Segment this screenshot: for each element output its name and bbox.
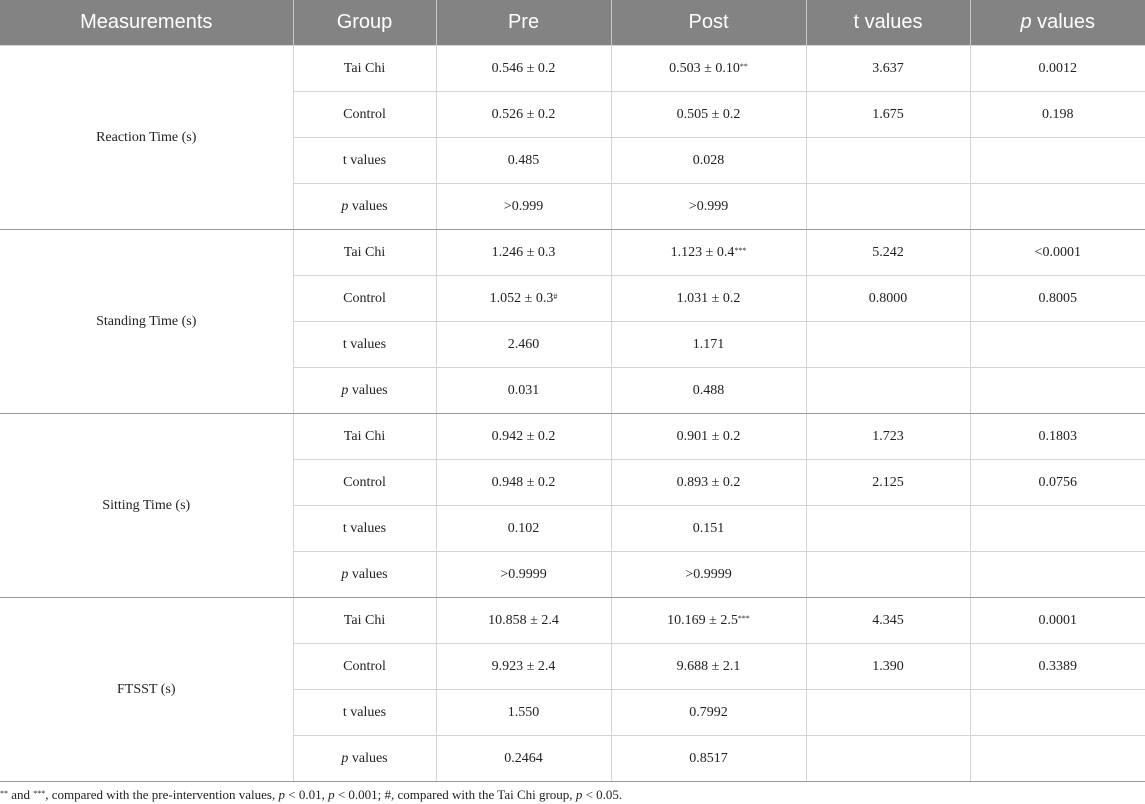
t-value-cell bbox=[806, 736, 970, 782]
group-cell: Tai Chi bbox=[293, 230, 436, 276]
post-cell: 0.893 ± 0.2 bbox=[611, 460, 806, 506]
t-value-cell: 1.723 bbox=[806, 414, 970, 460]
pre-cell: 1.550 bbox=[436, 690, 611, 736]
header-post: Post bbox=[611, 0, 806, 46]
p-value-cell: 0.198 bbox=[970, 92, 1145, 138]
pre-cell: 1.052 ± 0.3# bbox=[436, 276, 611, 322]
group-cell: p values bbox=[293, 736, 436, 782]
pre-cell: 0.485 bbox=[436, 138, 611, 184]
pre-cell: 0.948 ± 0.2 bbox=[436, 460, 611, 506]
t-value-cell: 2.125 bbox=[806, 460, 970, 506]
group-cell: t values bbox=[293, 506, 436, 552]
t-value-cell: 4.345 bbox=[806, 598, 970, 644]
pre-cell: 0.031 bbox=[436, 368, 611, 414]
t-value-cell: 5.242 bbox=[806, 230, 970, 276]
t-value-cell bbox=[806, 690, 970, 736]
group-cell: Tai Chi bbox=[293, 46, 436, 92]
p-value-cell bbox=[970, 322, 1145, 368]
table-row bbox=[0, 598, 1145, 644]
pre-cell: >0.9999 bbox=[436, 552, 611, 598]
group-cell: t values bbox=[293, 322, 436, 368]
table-footnote: ** and ***, compared with the pre-intervention values, p < 0.01, p < 0.001; #, compared with the Tai Chi group, p < 0.05. bbox=[0, 787, 623, 802]
header-group: Group bbox=[293, 0, 436, 46]
group-cell: p values bbox=[293, 184, 436, 230]
post-cell: 0.488 bbox=[611, 368, 806, 414]
p-value-cell bbox=[970, 690, 1145, 736]
p-value-cell bbox=[970, 736, 1145, 782]
t-value-cell bbox=[806, 552, 970, 598]
post-cell: 9.688 ± 2.1 bbox=[611, 644, 806, 690]
group-cell: Control bbox=[293, 276, 436, 322]
t-value-cell: 1.675 bbox=[806, 92, 970, 138]
table-row bbox=[0, 46, 1145, 92]
p-value-cell: 0.0756 bbox=[970, 460, 1145, 506]
post-cell: 1.123 ± 0.4*** bbox=[611, 230, 806, 276]
measurement-label: FTSST (s) bbox=[0, 598, 293, 782]
post-cell: >0.999 bbox=[611, 184, 806, 230]
t-value-cell bbox=[806, 322, 970, 368]
post-cell: 1.031 ± 0.2 bbox=[611, 276, 806, 322]
group-cell: Tai Chi bbox=[293, 598, 436, 644]
group-cell: p values bbox=[293, 368, 436, 414]
post-cell: >0.9999 bbox=[611, 552, 806, 598]
group-cell: Control bbox=[293, 644, 436, 690]
group-cell: Control bbox=[293, 92, 436, 138]
t-value-cell: 0.8000 bbox=[806, 276, 970, 322]
table-row bbox=[0, 230, 1145, 276]
header-t-values: t values bbox=[806, 0, 970, 46]
t-value-cell bbox=[806, 506, 970, 552]
post-cell: 10.169 ± 2.5*** bbox=[611, 598, 806, 644]
table-row bbox=[0, 414, 1145, 460]
pre-cell: 10.858 ± 2.4 bbox=[436, 598, 611, 644]
t-value-cell bbox=[806, 138, 970, 184]
pre-cell: 1.246 ± 0.3 bbox=[436, 230, 611, 276]
group-cell: t values bbox=[293, 690, 436, 736]
group-cell: p values bbox=[293, 552, 436, 598]
group-cell: t values bbox=[293, 138, 436, 184]
p-value-cell bbox=[970, 552, 1145, 598]
header-measurements: Measurements bbox=[0, 0, 293, 46]
pre-cell: 0.2464 bbox=[436, 736, 611, 782]
p-value-cell: 0.1803 bbox=[970, 414, 1145, 460]
t-value-cell: 3.637 bbox=[806, 46, 970, 92]
post-cell: 0.7992 bbox=[611, 690, 806, 736]
p-value-cell: <0.0001 bbox=[970, 230, 1145, 276]
measurement-label: Standing Time (s) bbox=[0, 230, 293, 414]
post-cell: 0.505 ± 0.2 bbox=[611, 92, 806, 138]
pre-cell: 0.942 ± 0.2 bbox=[436, 414, 611, 460]
t-value-cell: 1.390 bbox=[806, 644, 970, 690]
header-p-values: p values bbox=[970, 0, 1145, 46]
post-cell: 0.151 bbox=[611, 506, 806, 552]
pre-cell: 0.102 bbox=[436, 506, 611, 552]
post-cell: 0.028 bbox=[611, 138, 806, 184]
p-value-cell bbox=[970, 138, 1145, 184]
pre-cell: 9.923 ± 2.4 bbox=[436, 644, 611, 690]
pre-cell: >0.999 bbox=[436, 184, 611, 230]
p-value-cell: 0.8005 bbox=[970, 276, 1145, 322]
pre-cell: 0.526 ± 0.2 bbox=[436, 92, 611, 138]
pre-cell: 2.460 bbox=[436, 322, 611, 368]
measurement-label: Reaction Time (s) bbox=[0, 46, 293, 230]
post-cell: 0.503 ± 0.10** bbox=[611, 46, 806, 92]
t-value-cell bbox=[806, 184, 970, 230]
pre-cell: 0.546 ± 0.2 bbox=[436, 46, 611, 92]
measurement-label: Sitting Time (s) bbox=[0, 414, 293, 598]
p-value-cell bbox=[970, 184, 1145, 230]
post-cell: 0.8517 bbox=[611, 736, 806, 782]
p-value-cell: 0.0012 bbox=[970, 46, 1145, 92]
p-value-cell bbox=[970, 506, 1145, 552]
p-value-cell: 0.0001 bbox=[970, 598, 1145, 644]
t-value-cell bbox=[806, 368, 970, 414]
p-value-cell: 0.3389 bbox=[970, 644, 1145, 690]
group-cell: Tai Chi bbox=[293, 414, 436, 460]
header-row bbox=[0, 0, 1145, 46]
post-cell: 0.901 ± 0.2 bbox=[611, 414, 806, 460]
group-cell: Control bbox=[293, 460, 436, 506]
post-cell: 1.171 bbox=[611, 322, 806, 368]
header-pre: Pre bbox=[436, 0, 611, 46]
p-value-cell bbox=[970, 368, 1145, 414]
